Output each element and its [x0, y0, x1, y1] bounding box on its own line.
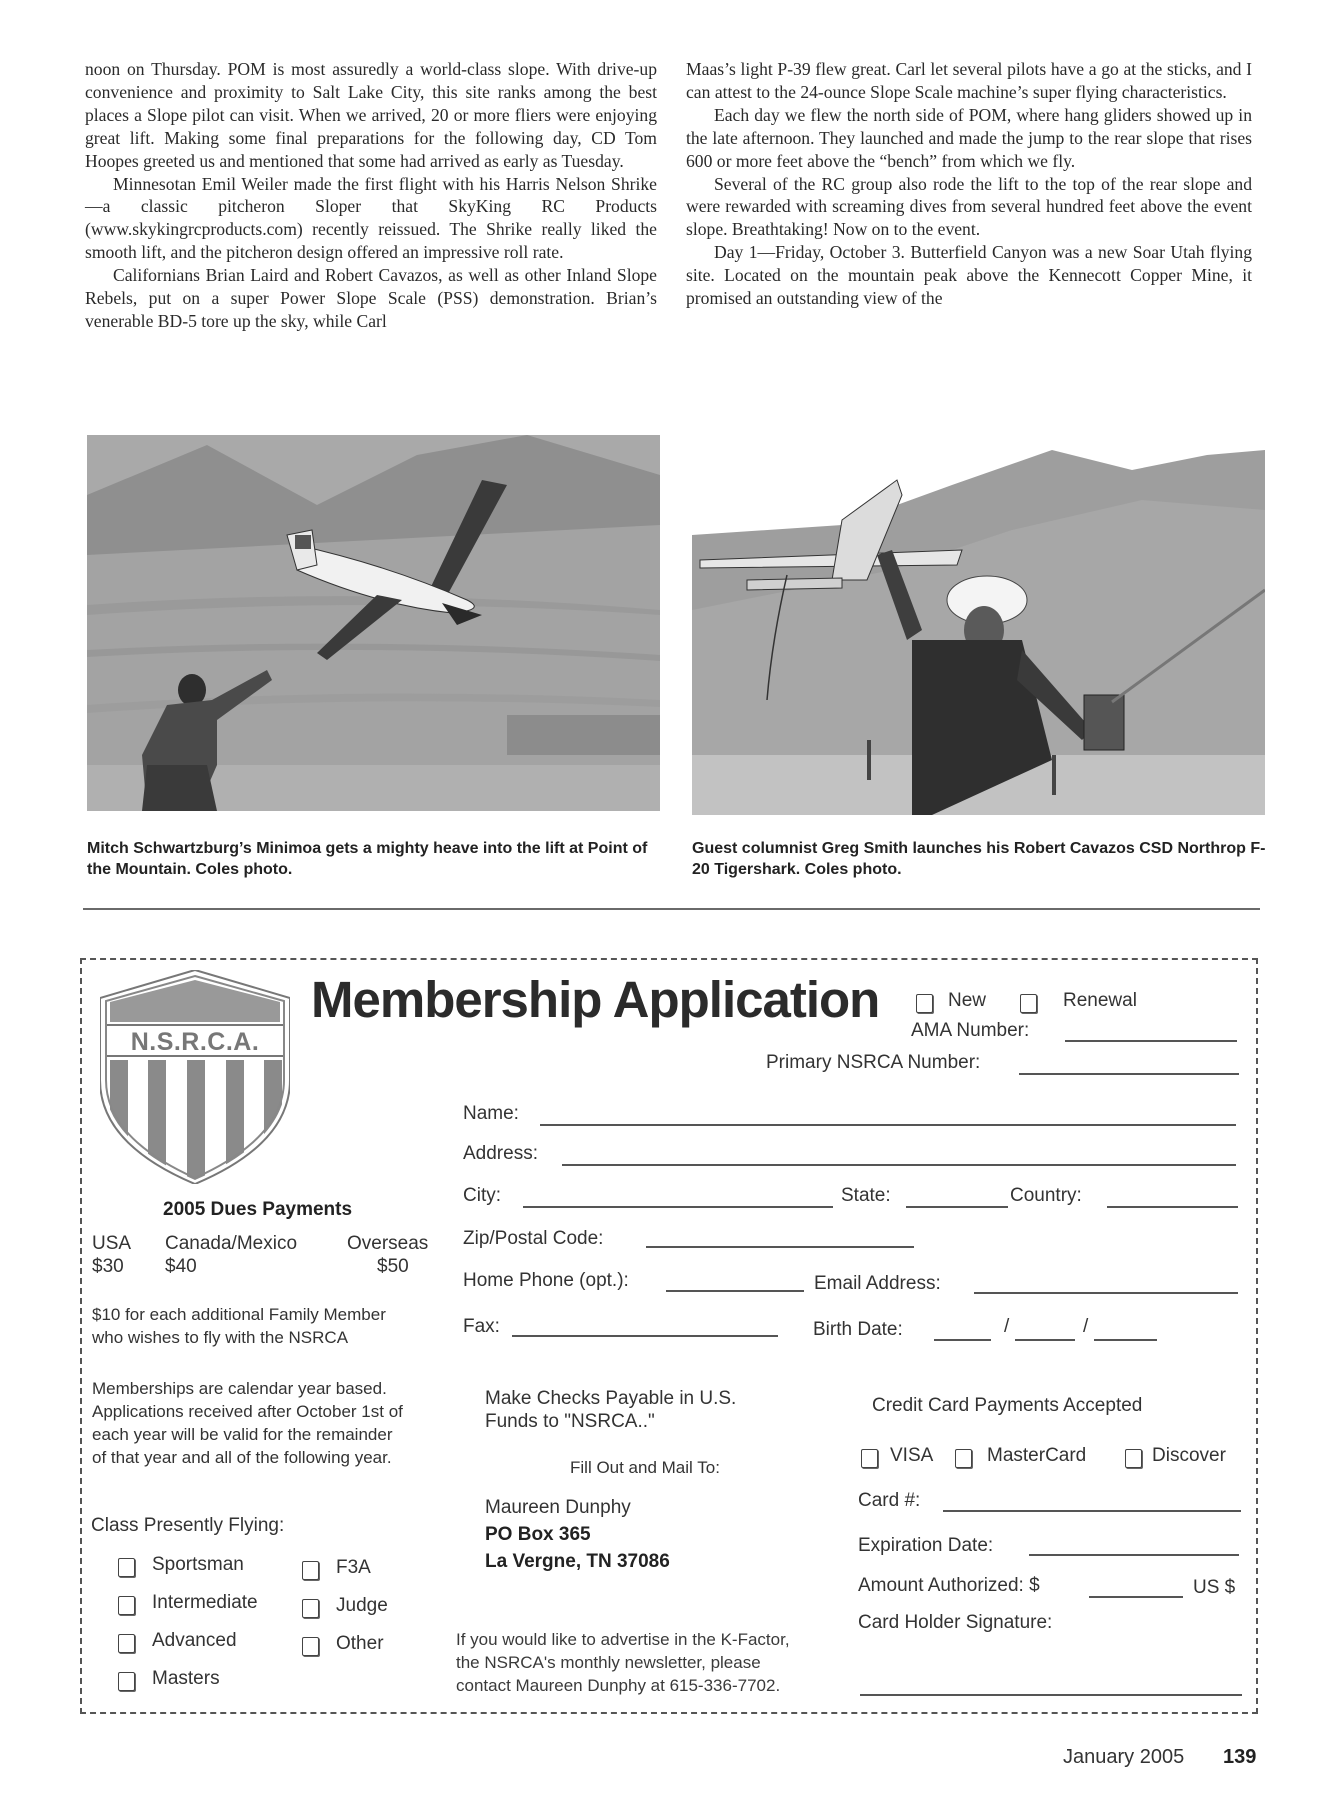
logo-text: N.S.R.C.A. — [130, 1028, 260, 1056]
family-note: who wishes to fly with the NSRCA — [92, 1328, 349, 1347]
photo-image — [87, 435, 660, 811]
calendar-note: Applications received after October 1st of — [92, 1402, 403, 1421]
state-field[interactable] — [906, 1206, 1008, 1208]
dues-region-canada-mexico: Canada/Mexico — [165, 1233, 298, 1254]
new-checkbox[interactable] — [916, 994, 933, 1013]
visa-checkbox[interactable] — [861, 1449, 878, 1468]
photo-caption: Guest columnist Greg Smith launches his Robert Cavazos CSD Northrop F-20 Tigershark. Coles photo. — [692, 840, 1266, 878]
article-paragraph: Each day we flew the north side of POM, where hang gliders showed up in the late afternoon. They launched and made the jump to the rear slope that rises 600 or more feet above the “bench” from which we fly. — [686, 104, 1252, 171]
birth-day-field[interactable] — [1015, 1339, 1075, 1341]
fax-label: Fax: — [463, 1316, 500, 1337]
other-checkbox[interactable] — [302, 1637, 319, 1656]
photo-image — [692, 440, 1265, 815]
intermediate-label: Intermediate — [152, 1592, 258, 1613]
birth-separator: / — [1004, 1316, 1010, 1337]
article-paragraph: Minnesotan Emil Weiler made the first flight with his Harris Nelson Shrike—a classic pitcheron Sloper that SkyKing RC Products (www.skykingrcproducts.com) recently reissued. The Shrike really liked the smooth lift, and the pitcheron design offered an impressive roll rate. — [85, 173, 657, 263]
sportsman-label: Sportsman — [152, 1554, 244, 1575]
shield-icon — [100, 970, 290, 1184]
mail-city: La Vergne, TN 37086 — [485, 1551, 670, 1572]
class-heading: Class Presently Flying: — [91, 1515, 285, 1536]
expiration-label: Expiration Date: — [858, 1535, 994, 1556]
state-label: State: — [841, 1185, 891, 1206]
f3a-checkbox[interactable] — [302, 1561, 319, 1580]
birth-separator: / — [1083, 1316, 1089, 1337]
section-divider — [83, 908, 1260, 910]
amount-label: Amount Authorized: $ — [858, 1575, 1040, 1596]
dues-price-canada-mexico: $40 — [165, 1256, 197, 1277]
calendar-note: of that year and all of the following year. — [92, 1448, 392, 1467]
advanced-label: Advanced — [152, 1630, 237, 1651]
judge-checkbox[interactable] — [302, 1599, 319, 1618]
article-paragraph: Californians Brian Laird and Robert Cavazos, as well as other Inland Slope Rebels, put on a super Power Slope Scale (PSS) demonstration. Brian’s venerable BD-5 tore up the sky, while Carl — [85, 265, 657, 331]
city-field[interactable] — [523, 1206, 833, 1208]
issue-date: January 2005 — [1063, 1746, 1185, 1768]
article-paragraph: Several of the RC group also rode the lift to the top of the rear slope and were rewarded with screaming dives from several hundred feet above the event slope. Breathtaking! Now on to the event. — [686, 173, 1252, 240]
masters-label: Masters — [152, 1668, 220, 1689]
nsrca-logo — [100, 970, 290, 1184]
city-label: City: — [463, 1185, 501, 1206]
calendar-note: Memberships are calendar year based. — [92, 1379, 387, 1398]
expiration-field[interactable] — [1029, 1554, 1239, 1556]
checks-note: Make Checks Payable in U.S. — [485, 1388, 737, 1409]
card-number-label: Card #: — [858, 1490, 921, 1511]
f3a-label: F3A — [336, 1557, 371, 1578]
amount-field[interactable] — [1089, 1596, 1183, 1598]
article-paragraph: Day 1—Friday, October 3. Butterfield Canyon was a new Soar Utah flying site. Located on the mountain peak above the Kennecott Copper Mine, it promised an outstanding view of the — [686, 242, 1252, 309]
intermediate-checkbox[interactable] — [118, 1596, 135, 1615]
mail-heading: Fill Out and Mail To: — [570, 1458, 720, 1477]
checks-note: Funds to "NSRCA.." — [485, 1411, 655, 1432]
calendar-note: each year will be valid for the remainder — [92, 1425, 393, 1444]
advertise-note: the NSRCA's monthly newsletter, please — [456, 1653, 761, 1672]
article-left-column — [85, 58, 657, 333]
dues-price-overseas: $50 — [377, 1256, 409, 1277]
ama-number-field[interactable] — [1065, 1040, 1237, 1042]
other-label: Other — [336, 1633, 384, 1654]
masters-checkbox[interactable] — [118, 1672, 135, 1691]
article-paragraph: Maas’s light P-39 flew great. Carl let several pilots have a go at the sticks, and I can attest to the 24-ounce Slope Scale machine’s super flying characteristics. — [686, 59, 1252, 102]
fax-field[interactable] — [512, 1335, 778, 1337]
mail-po-box: PO Box 365 — [485, 1524, 591, 1545]
home-phone-label: Home Phone (opt.): — [463, 1270, 629, 1291]
currency-label: US $ — [1193, 1577, 1236, 1598]
zip-label: Zip/Postal Code: — [463, 1228, 604, 1249]
dues-region-usa: USA — [92, 1233, 132, 1254]
email-label: Email Address: — [814, 1273, 941, 1294]
article-right-column — [686, 58, 1252, 310]
article-paragraph: noon on Thursday. POM is most assuredly a world-class slope. With drive-up convenience and proximity to Salt Lake City, this site ranks among the best places a Slope pilot can visit. When we arrived, 20 or more fliers were enjoying great lift. Making some final preparations for the following day, CD Tom Hoopes greeted us and mentioned that some had arrived as early as Tuesday. — [85, 59, 657, 171]
renewal-checkbox[interactable] — [1020, 994, 1037, 1013]
photo-f20-launch — [692, 440, 1265, 815]
advertise-note: contact Maureen Dunphy at 615-336-7702. — [456, 1676, 781, 1695]
primary-nsrca-field[interactable] — [1019, 1073, 1239, 1075]
advertise-note: If you would like to advertise in the K-Factor, — [456, 1630, 790, 1649]
dues-heading: 2005 Dues Payments — [163, 1199, 353, 1220]
judge-label: Judge — [336, 1595, 388, 1616]
photo-minimoa-launch — [87, 435, 660, 811]
name-label: Name: — [463, 1103, 519, 1124]
discover-label: Discover — [1152, 1445, 1226, 1466]
renewal-label: Renewal — [1063, 990, 1137, 1011]
photo-caption: Mitch Schwartzburg’s Minimoa gets a mighty heave into the lift at Point of the Mountain. Coles photo. — [87, 840, 648, 878]
address-field[interactable] — [562, 1164, 1236, 1166]
discover-checkbox[interactable] — [1125, 1449, 1142, 1468]
family-note: $10 for each additional Family Member — [92, 1305, 386, 1324]
address-label: Address: — [463, 1143, 538, 1164]
country-label: Country: — [1010, 1185, 1082, 1206]
form-title: Membership Application — [311, 971, 880, 1028]
zip-field[interactable] — [646, 1246, 914, 1248]
card-number-field[interactable] — [943, 1510, 1241, 1512]
dues-price-usa: $30 — [92, 1256, 124, 1277]
mail-name: Maureen Dunphy — [485, 1497, 631, 1518]
birth-year-field[interactable] — [1094, 1339, 1157, 1341]
mastercard-checkbox[interactable] — [955, 1449, 972, 1468]
birth-month-field[interactable] — [934, 1339, 991, 1341]
page-number: 139 — [1223, 1746, 1257, 1768]
country-field[interactable] — [1107, 1206, 1238, 1208]
name-field[interactable] — [540, 1124, 1236, 1126]
mastercard-label: MasterCard — [987, 1445, 1087, 1466]
advanced-checkbox[interactable] — [118, 1634, 135, 1653]
signature-label: Card Holder Signature: — [858, 1612, 1053, 1633]
primary-nsrca-label: Primary NSRCA Number: — [766, 1052, 981, 1073]
birth-date-label: Birth Date: — [813, 1319, 903, 1340]
credit-heading: Credit Card Payments Accepted — [872, 1395, 1143, 1416]
visa-label: VISA — [890, 1445, 934, 1466]
email-field[interactable] — [974, 1292, 1238, 1294]
home-phone-field[interactable] — [666, 1290, 804, 1292]
sportsman-checkbox[interactable] — [118, 1558, 135, 1577]
signature-field[interactable] — [860, 1694, 1242, 1696]
ama-number-label: AMA Number: — [911, 1020, 1030, 1041]
new-label: New — [948, 990, 987, 1011]
dues-region-overseas: Overseas — [347, 1233, 429, 1254]
